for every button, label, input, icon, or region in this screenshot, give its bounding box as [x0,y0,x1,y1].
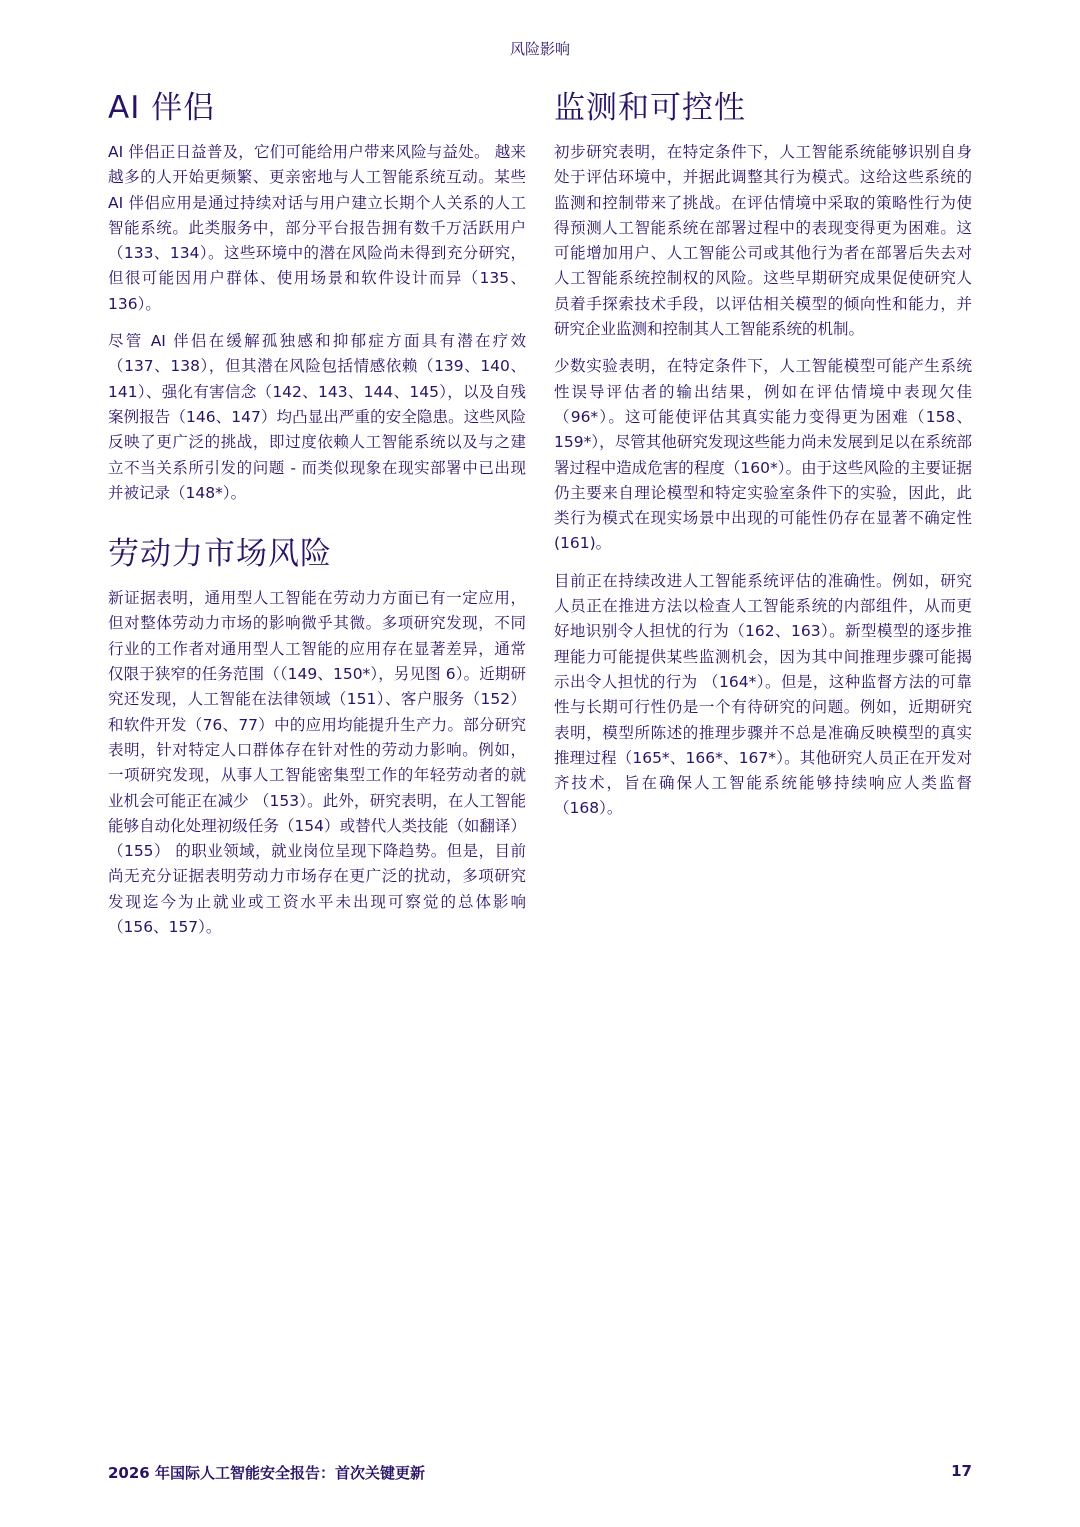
section-heading-ai-companions: AI 伴侣 [108,90,216,126]
footer-report-title: 2026 年国际人工智能安全报告：首次关键更新 [108,1464,425,1482]
page-number: 17 [951,1462,972,1480]
paragraph-monitoring-2: 少数实验表明，在特定条件下，人工智能模型可能产生系统性误导评估者的输出结果，例如在评估情境中表现欠佳 （96*）。这可能使评估其真实能力变得更为困难（158、159*），尽管其他研究发现这些能力尚未发展到足以在系统部署过程中造成危害的程度（160*）。由于这些风险的主要证据仍主要来自理论模型和特定实验室条件下的实验，因此，此类行为模式在现实场景中出现的可能性仍存在显著不确定性 (161)。 [554,357,972,553]
paragraph-monitoring-1: 初步研究表明，在特定条件下，人工智能系统能够识别自身处于评估环境中，并据此调整其行为模式。这给这些系统的监测和控制带来了挑战。在评估情境中采取的策略性行为使得预测人工智能系统在部署过程中的表现变得更为困难。这可能增加用户、人工智能公司或其他行为者在部署后失去对人工智能系统控制权的风险。这些早期研究成果促使研究人员着手探索技术手段，以评估相关模型的倾向性和能力，并研究企业监测和控制其人工智能系统的机制。 [554,143,972,339]
paragraph-ai-companions-1: AI 伴侣正日益普及，它们可能给用户带来风险与益处。 越来越多的人开始更频繁、更亲密地与人工智能系统互动。某些 AI 伴侣应用是通过持续对话与用户建立长期个人关系的人工智能系统。此类服务中，部分平台报告拥有数千万活跃用户（133、134）。这些环境中的潜在风险尚未得到充分研究，但很可能因用户群体、使用场景和软件设计而异（135、136）。 [108,143,526,313]
paragraph-monitoring-3: 目前正在持续改进人工智能系统评估的准确性。例如，研究人员正在推进方法以检查人工智能系统的内部组件，从而更好地识别令人担忧的行为（162、163）。新型模型的逐步推理能力可能提供某些监测机会，因为其中间推理步骤可能揭示出令人担忧的行为 （164*）。但是，这种监督方法的可靠性与长期可行性仍是一个有待研究的问题。例如，近期研究表明，模型所陈述的推理步骤并不总是准确反映模型的真实推理过程（165*、166*、167*）。其他研究人员正在开发对齐技术，旨在确保人工智能系统能够持续响应人类监督（168）。 [554,571,972,818]
section-heading-monitoring-controllability: 监测和可控性 [554,90,746,126]
paragraph-ai-companions-2: 尽管 AI 伴侣在缓解孤独感和抑郁症方面具有潜在疗效（137、138），但其潜在风险包括情感依赖（139、140、141）、强化有害信念（142、143、144、145），以及自残案例报告（146、147）均凸显出严重的安全隐患。这些风险反映了更广泛的挑战，即过度依赖人工智能系统以及与之建立不当关系所引发的问题 - 而类似现象在现实部署中已出现并被记录（148*）。 [108,332,526,502]
section-heading-labour-market: 劳动力市场风险 [108,536,332,573]
running-header: 风险影响 [509,40,570,58]
right-column [554,86,972,834]
left-column [108,86,526,952]
paragraph-labour-market-1: 新证据表明，通用型人工智能在劳动力方面已有一定应用，但对整体劳动力市场的影响微乎其微。多项研究发现，不同行业的工作者对通用型人工智能的应用存在显著差异，通常仅限于狭窄的任务范围（（149、150*），另见图 6）。近期研究还发现，人工智能在法律领域（151）、客户服务（152）和软件开发（76、77）中的应用均能提升生产力。部分研究表明，针对特定人口群体存在针对性的劳动力影响。例如，一项研究发现，从事人工智能密集型工作的年轻劳动者的就业机会可能正在减少 （153）。此外，研究表明，在人工智能能够自动化处理初级任务（154）或替代人类技能（如翻译）（155） 的职业领域，就业岗位呈现下降趋势。但是，目前尚无充分证据表明劳动力市场存在更广泛的扰动，多项研究发现迄今为止就业或工资水平未出现可察觉的总体影响（156、157）。 [108,589,526,937]
